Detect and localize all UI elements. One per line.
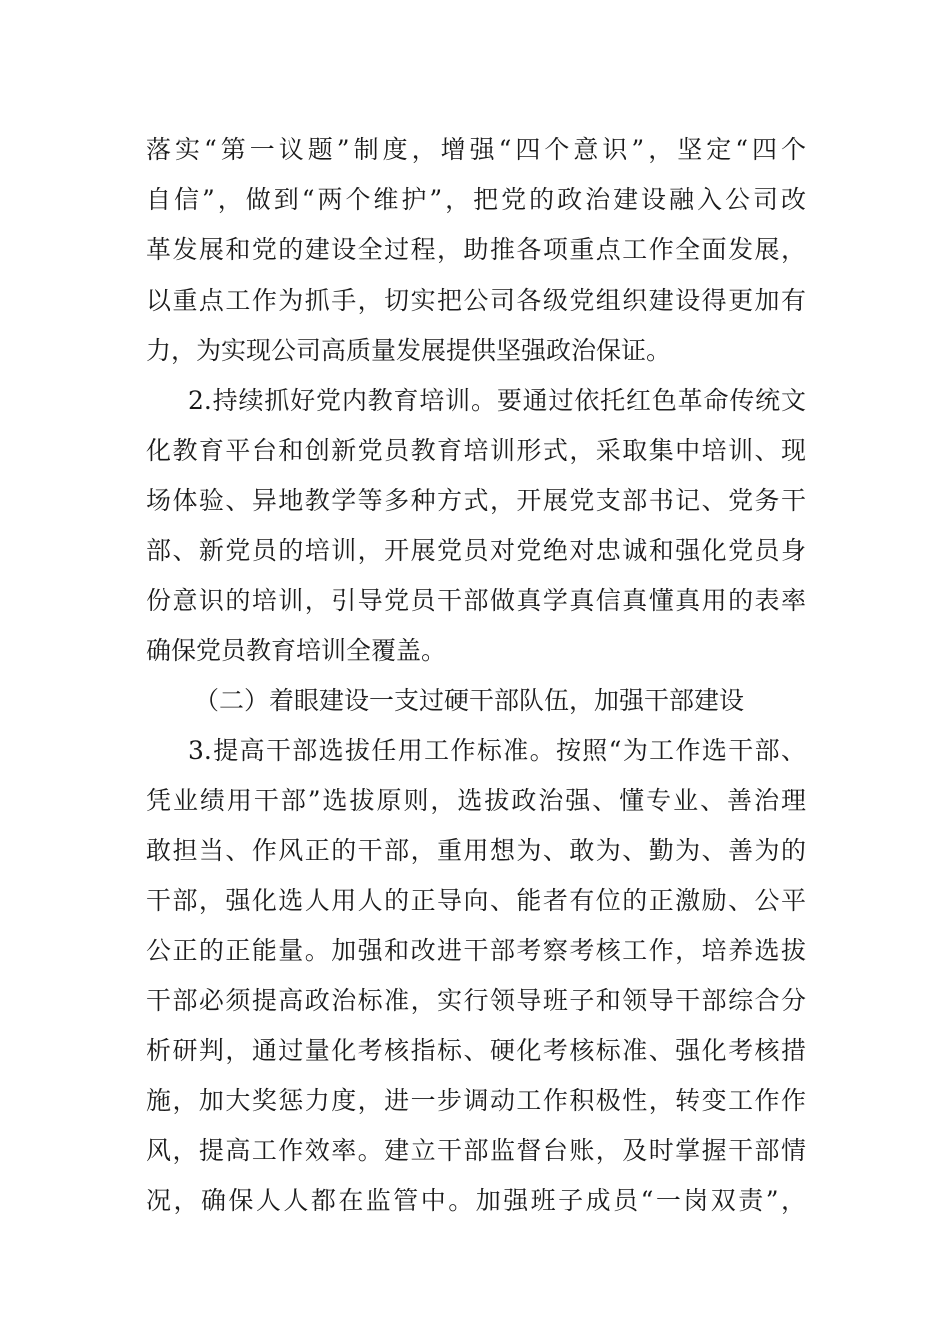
paragraph-3-line-10: 况，确保人人都在监管中。加强班子成员“一岗双责”， [146, 1186, 806, 1215]
paragraph-1-line-5: 力，为实现公司高质量发展提供坚强政治保证。 [146, 336, 672, 365]
paragraph-2-line-6: 确保党员教育培训全覆盖。 [146, 636, 447, 665]
paragraph-1-line-2: 自信”，做到“两个维护”，把党的政治建设融入公司改 [146, 185, 806, 214]
paragraph-3-line-8: 施，加大奖惩力度，进一步调动工作积极性，转变工作作 [146, 1086, 806, 1115]
paragraph-2-line-3: 场体验、异地教学等多种方式，开展党支部书记、党务干 [146, 486, 806, 515]
paragraph-2-line-5: 份意识的培训，引导党员干部做真学真信真懂真用的表率 [146, 586, 806, 615]
paragraph-3-line-9: 风，提高工作效率。建立干部监督台账，及时掌握干部情 [146, 1136, 806, 1165]
paragraph-3-line-1: 3.提高干部选拔任用工作标准。按照“为工作选干部、 [188, 736, 806, 765]
paragraph-1-line-1: 落实“第一议题”制度，增强“四个意识”，坚定“四个 [146, 135, 806, 164]
paragraph-1-line-4: 以重点工作为抓手，切实把公司各级党组织建设得更加有 [146, 286, 806, 315]
paragraph-2-line-2: 化教育平台和创新党员教育培训形式，采取集中培训、现 [146, 436, 806, 465]
paragraph-3-line-5: 公正的正能量。加强和改进干部考察考核工作，培养选拔 [146, 936, 806, 965]
paragraph-3-line-4: 干部，强化选人用人的正导向、能者有位的正激励、公平 [146, 886, 806, 915]
paragraph-3-line-6: 干部必须提高政治标准，实行领导班子和领导干部综合分 [146, 986, 806, 1015]
paragraph-2-line-4: 部、新党员的培训，开展党员对党绝对忠诚和强化党员身 [146, 536, 806, 565]
paragraph-3-line-7: 析研判，通过量化考核指标、硬化考核标准、强化考核措 [146, 1036, 806, 1065]
paragraph-1-line-3: 革发展和党的建设全过程，助推各项重点工作全面发展， [146, 235, 806, 264]
paragraph-3-line-3: 敢担当、作风正的干部，重用想为、敢为、勤为、善为的 [146, 836, 806, 865]
paragraph-3-line-2: 凭业绩用干部”选拔原则，选拔政治强、懂专业、善治理 [146, 786, 806, 815]
paragraph-2-line-1: 2.持续抓好党内教育培训。要通过依托红色革命传统文 [188, 386, 806, 415]
section-heading: （二）着眼建设一支过硬干部队伍，加强干部建设 [194, 686, 745, 715]
